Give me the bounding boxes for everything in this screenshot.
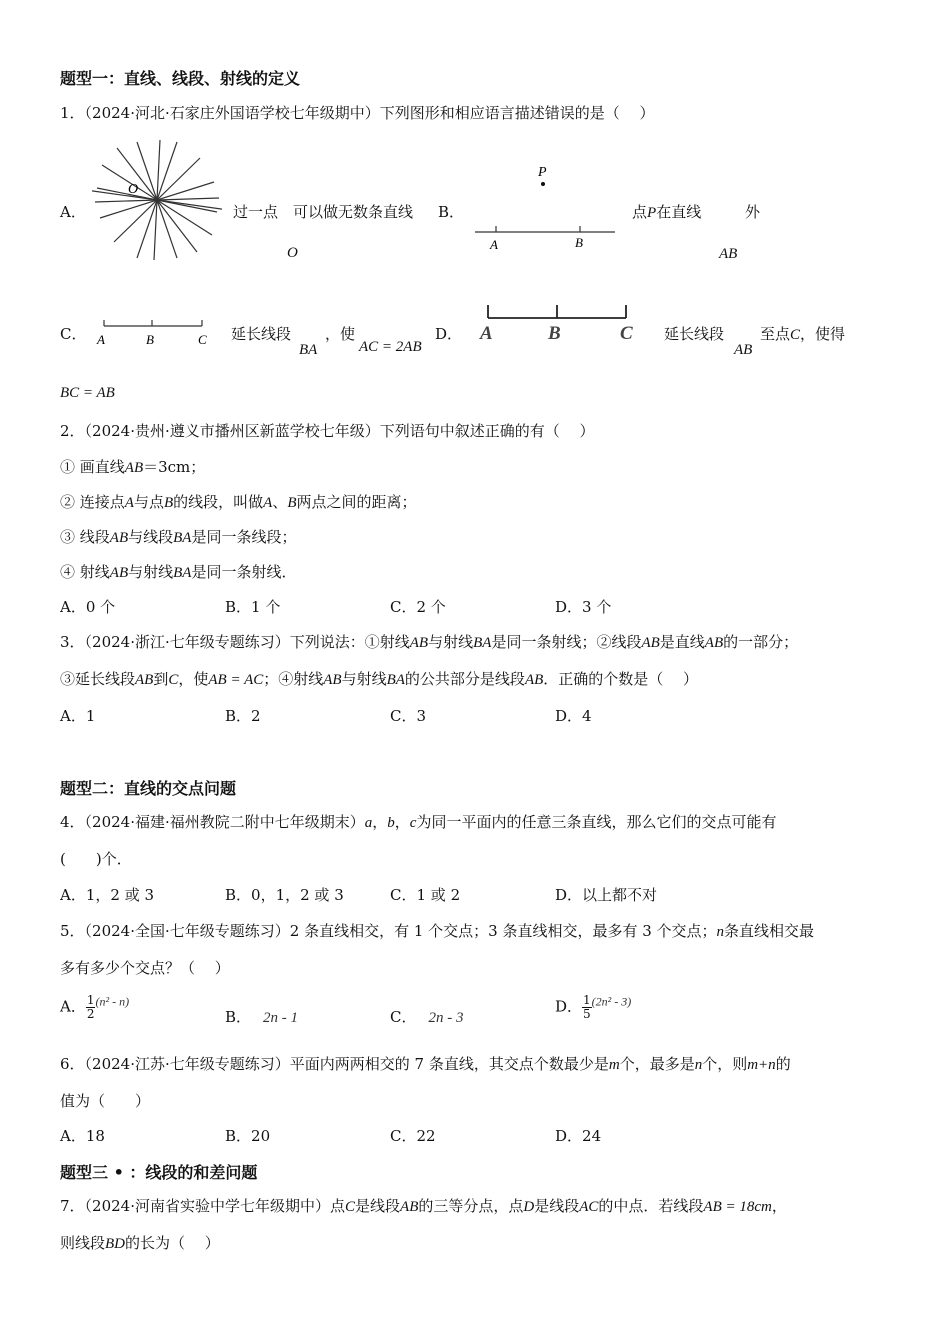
- fig-c-label-b: B: [146, 332, 154, 347]
- q5-d-expr: (2n² - 3): [591, 994, 632, 1009]
- q3-option-c: C．3: [390, 707, 427, 725]
- q1-d-eq: BC = AB: [60, 385, 115, 401]
- q4-c-label: C．: [390, 886, 417, 904]
- q1-b-text1: 点: [632, 203, 648, 221]
- q4-l1-text: 4．（2024·福建·福州教院二附中七年级期末）: [60, 813, 365, 831]
- q4-sep1: ，: [372, 813, 388, 831]
- q5-l1-tail: 条直线相交最: [724, 922, 815, 940]
- q6-line-1: [60, 1053, 791, 1074]
- q1-d-var: AB: [734, 342, 753, 358]
- q4-var-b: b: [387, 815, 395, 831]
- q5-option-d: [555, 994, 631, 1021]
- q1-d-c: C: [790, 327, 801, 343]
- q6-option-b: B．20: [225, 1127, 271, 1145]
- q3-l2-text: ③延长线段: [60, 670, 136, 688]
- q3-l2-var3: AB: [323, 672, 342, 688]
- q3-l2-text5: 与射线: [341, 670, 387, 688]
- q3-l1-text2: 与射线: [428, 633, 474, 651]
- q4-c-text: 1 或 2: [416, 886, 461, 904]
- q3-l1-var1: AB: [409, 635, 429, 651]
- q4-option-d: D．以上都不对: [555, 886, 658, 904]
- q5-d-num: 1: [583, 993, 591, 1007]
- q2-s2-sep: 、: [272, 493, 288, 511]
- q4-var-c: c: [409, 815, 417, 831]
- q6-var-m: m: [608, 1057, 620, 1073]
- q5-var-n: n: [716, 924, 725, 940]
- q1-d-text3: ，使得: [800, 325, 846, 343]
- fig-d-label-a: A: [480, 323, 493, 344]
- q2-s4-text: ④ 射线: [60, 563, 110, 581]
- q1-option-d-label: D．: [435, 325, 463, 343]
- section-2-title: 题型二：直线的交点问题: [60, 779, 237, 798]
- q3-l1-text4: 是直线: [659, 633, 705, 651]
- q3-l2-var1: AB: [135, 672, 154, 688]
- q5-c-text: 2n - 3: [428, 1010, 464, 1026]
- q5-l1-text: 5．（2024·全国·七年级专题练习）2 条直线相交，有 1 个交点；3 条直线相交，最多有 3 个交点；: [60, 922, 717, 940]
- fig-b-label-b: B: [575, 235, 583, 250]
- q7-l1-text: 7．（2024·河南省实验中学七年级期中）点: [60, 1197, 345, 1215]
- q6-var-mn: m+n: [747, 1057, 776, 1073]
- q7-l2-text: 则线段: [60, 1234, 106, 1252]
- fig-b-label-a: A: [490, 237, 498, 252]
- q3-l2-text4: ；④射线: [263, 670, 324, 688]
- fig-a-label-o: O: [128, 182, 139, 197]
- q1-b-p: P: [647, 205, 657, 221]
- q2-option-b: B．1 个: [225, 598, 281, 616]
- q2-s2-text3: 的线段，叫做: [173, 493, 264, 511]
- q5-d-den: 5: [583, 1007, 591, 1021]
- q3-line-2: [60, 668, 698, 689]
- q6-option-d: D．24: [555, 1127, 602, 1145]
- q5-a-num: 1: [86, 993, 95, 1007]
- q2-s1-var: AB: [124, 460, 144, 476]
- q3-l1-var4: AB: [704, 635, 724, 651]
- q2-s1-tail: ＝3cm；: [143, 458, 206, 476]
- q3-line-1: [60, 631, 798, 652]
- q3-l1-text: 3．（2024·浙江·七年级专题练习）下列说法：①射线: [60, 633, 410, 651]
- fig-c-label-a: A: [97, 332, 105, 347]
- q5-c-label: C．: [390, 1008, 417, 1026]
- q6-var-n: n: [694, 1057, 703, 1073]
- q7-l2-tail: 的长为（ ）: [125, 1234, 220, 1252]
- q2-s2-var-a: A: [124, 495, 134, 511]
- q3-l2-tail: ．正确的个数是（ ）: [543, 670, 699, 688]
- q4-a-label: A．: [60, 886, 86, 904]
- q1-figure-c-segment: [92, 314, 217, 350]
- q2-s1-text: ① 画直线: [60, 458, 125, 476]
- q3-l2-eq: AB = AC: [208, 672, 264, 688]
- pencil-of-lines: [92, 140, 222, 260]
- q3-l1-var3: AB: [641, 635, 660, 651]
- q1-option-d-text: [760, 323, 845, 344]
- q1-b-text2: 在直线: [656, 203, 702, 221]
- q7-l1-text2: 是线段: [355, 1197, 401, 1215]
- q3-l1-text3: 是同一条射线；②线段: [491, 633, 642, 651]
- q2-statement-4: [60, 561, 296, 582]
- q4-line-2: ( )个．: [60, 850, 132, 868]
- q7-l1-tail: ，: [771, 1197, 787, 1215]
- q1-option-b-text: [632, 201, 701, 222]
- q1-option-a-var: O: [287, 245, 298, 261]
- fig-b-label-p: P: [538, 165, 547, 180]
- q7-var-d: D: [523, 1199, 535, 1215]
- q6-l1-text: 6．（2024·江苏·七年级专题练习）平面内两两相交的 7 条直线，其交点个数最少是: [60, 1055, 609, 1073]
- q7-l1-text3: 的三等分点，点: [418, 1197, 524, 1215]
- q1-figure-d-segment: [474, 300, 644, 344]
- q2-s4-var2: BA: [173, 565, 192, 581]
- q2-s3-text: ③ 线段: [60, 528, 110, 546]
- q5-option-b: [225, 1006, 298, 1027]
- q4-sep2: ，: [394, 813, 410, 831]
- q7-line-2: [60, 1232, 220, 1253]
- q7-var-c: C: [345, 1199, 356, 1215]
- q3-l2-text6: 的公共部分是线段: [404, 670, 525, 688]
- q2-statement-3: [60, 526, 296, 547]
- q5-d-label: D．: [555, 997, 583, 1016]
- q1-c-text2: ，使: [325, 325, 356, 343]
- q6-option-c: C．22: [390, 1127, 436, 1145]
- q1-option-c-label: C．: [60, 325, 87, 343]
- q7-var-ab: AB: [400, 1199, 419, 1215]
- q1-c-text1: 延长线段: [231, 325, 292, 343]
- q1-b-text3: 外: [745, 203, 761, 221]
- fig-c-label-c: C: [198, 332, 207, 347]
- q4-option-a: [60, 884, 154, 905]
- q5-option-a: [60, 994, 129, 1021]
- q2-option-a: A．0 个: [60, 598, 116, 616]
- q2-s4-tail: 是同一条射线．: [191, 563, 297, 581]
- q2-option-d: D．3 个: [555, 598, 612, 616]
- q4-line-1: [60, 811, 776, 832]
- section-1-title: 题型一：直线、线段、射线的定义: [60, 69, 301, 88]
- q1-c-eq: AC = 2AB: [359, 339, 422, 355]
- q3-l2-var2: C: [168, 672, 179, 688]
- q5-b-label: B．: [225, 1008, 252, 1026]
- q2-stem: 2．（2024·贵州·遵义市播州区新蓝学校七年级）下列语句中叙述正确的有（ ）: [60, 422, 595, 440]
- q3-l2-text2: 到: [153, 670, 169, 688]
- q4-option-b: [225, 884, 344, 905]
- q1-option-b-label: B．: [438, 203, 465, 221]
- q5-a-label: A．: [60, 997, 86, 1016]
- q5-d-fraction: [582, 994, 592, 1021]
- q3-option-b: B．2: [225, 707, 261, 725]
- q1-d-text2: 至点: [760, 325, 791, 343]
- q1-figure-a-lines-through-point: [92, 140, 222, 260]
- q3-l2-text3: ，使: [178, 670, 209, 688]
- q2-s2-tail: 两点之间的距离；: [296, 493, 417, 511]
- q3-option-a: A．1: [60, 707, 96, 725]
- q5-line-1: [60, 920, 814, 941]
- q2-s3-tail: 是同一条线段；: [191, 528, 297, 546]
- q6-l1-text2: 个，最多是: [619, 1055, 695, 1073]
- q6-line-2: 值为（ ）: [60, 1092, 151, 1110]
- q6-l1-text3: 个，则: [702, 1055, 748, 1073]
- q7-var-bd: BD: [105, 1236, 126, 1252]
- q4-a-text: 1，2 或 3: [85, 886, 155, 904]
- fig-d-label-c: C: [620, 323, 633, 344]
- q6-l1-tail: 的: [775, 1055, 791, 1073]
- q2-s2-text: ② 连接点: [60, 493, 125, 511]
- q5-a-expr: (n² - n): [95, 994, 130, 1009]
- point-p: [541, 182, 545, 186]
- q2-s4-text2: 与射线: [128, 563, 174, 581]
- q1-option-a-label: A．: [60, 203, 86, 221]
- q3-l2-var4: BA: [386, 672, 405, 688]
- q2-statement-1: [60, 456, 205, 477]
- q5-b-text: 2n - 1: [263, 1010, 299, 1026]
- q2-option-c: C．2 个: [390, 598, 446, 616]
- q3-l1-var2: BA: [473, 635, 492, 651]
- q3-option-d: D．4: [555, 707, 592, 725]
- q3-l2-var5: AB: [524, 672, 544, 688]
- fig-d-label-b: B: [548, 323, 561, 344]
- q2-s3-var: AB: [109, 530, 129, 546]
- q5-option-c: [390, 1006, 463, 1027]
- q2-statement-2: [60, 491, 417, 512]
- q5-a-den: 2: [86, 1007, 95, 1021]
- q1-option-b-var: AB: [719, 246, 738, 262]
- q4-var-a: a: [364, 815, 373, 831]
- q2-s2-var-b: B: [163, 495, 174, 511]
- q2-s2-text2: 与点: [133, 493, 164, 511]
- q7-l1-text4: 是线段: [534, 1197, 580, 1215]
- q2-s3-text2: 与线段: [128, 528, 174, 546]
- q7-l1-text5: 的中点．若线段: [598, 1197, 704, 1215]
- q4-l1-tail: 为同一平面内的任意三条直线，那么它们的交点可能有: [416, 813, 777, 831]
- q4-option-c: [390, 884, 460, 905]
- q7-var-ac: AC: [579, 1199, 599, 1215]
- q2-s2-var-a2: A: [263, 495, 273, 511]
- q2-s3-var2: BA: [173, 530, 192, 546]
- q7-eq: AB = 18cm: [703, 1199, 772, 1215]
- q1-option-a-text: 过一点 可以做无数条直线: [233, 203, 414, 221]
- q2-s4-var: AB: [109, 565, 129, 581]
- q4-b-text: 0，1，2 或 3: [251, 886, 344, 904]
- q1-stem: 1．（2024·河北·石家庄外国语学校七年级期中）下列图形和相应语言描述错误的是（ ）: [60, 104, 655, 122]
- q1-figure-b-point-off-line: [470, 160, 620, 255]
- q7-line-1: [60, 1195, 787, 1216]
- q1-c-var: BA: [299, 342, 318, 358]
- q5-line-2: 多有多少个交点？（ ）: [60, 959, 230, 977]
- q6-option-a: A．18: [60, 1127, 105, 1145]
- q2-s2-var-b2: B: [287, 495, 297, 511]
- q3-l1-tail: 的一部分；: [723, 633, 799, 651]
- q4-b-label: B．: [225, 886, 252, 904]
- q1-d-text1: 延长线段: [664, 325, 725, 343]
- section-3-title: 题型三 • ：线段的和差问题: [60, 1163, 258, 1182]
